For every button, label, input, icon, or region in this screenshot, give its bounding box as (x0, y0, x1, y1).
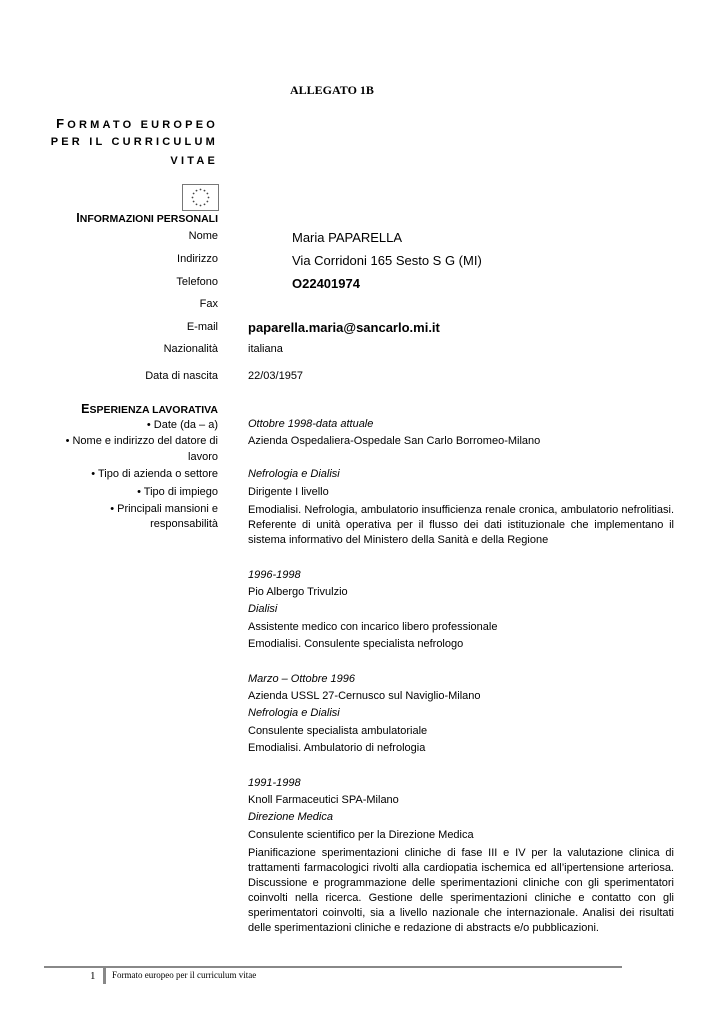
entry-3-employer: Azienda USSL 27-Cernusco sul Naviglio-Milano (248, 690, 481, 702)
section-work-experience: ESPERIENZA LAVORATIVA (81, 402, 218, 416)
entry-4-duties: Pianificazione sperimentazioni cliniche di fase III e IV per la valutazione clinica di trattamenti farmacologici rivolti alla cardiopatia ischemica ed all’ipertensione arteriosa. Discussione e programmazione delle sperimentazioni cliniche con gli sperimentatori coinvolti nella ricerca. Gestione delle sperimentazioni cliniche e contatto con gli sperimentatori coinvolti, sia a livello nazionale che internazionale. Analisi dei risultati delle sperimentazioni cliniche e redazione di abstracts e/o pubblicazioni. (248, 847, 674, 934)
entry-1-employer: Azienda Ospedaliera-Ospedale San Carlo Borromeo-Milano (248, 435, 541, 447)
entry-1-date: Ottobre 1998-data attuale (248, 418, 374, 430)
entry-4-position: Consulente scientifico per la Direzione Medica (248, 829, 474, 841)
label-indirizzo: Indirizzo (177, 253, 218, 265)
entry-1-sector: Nefrologia e Dialisi (248, 468, 340, 480)
label-data-nascita: Data di nascita (145, 370, 218, 382)
value-telefono: O22401974 (292, 276, 360, 291)
entry-3-sector: Nefrologia e Dialisi (248, 707, 340, 719)
entry-3-date: Marzo – Ottobre 1996 (248, 673, 356, 685)
label-date: • Date (da – a) (146, 419, 218, 431)
entry-1-position: Dirigente I livello (248, 486, 329, 498)
value-nome: Maria PAPARELLA (292, 230, 403, 245)
footer-divider (103, 968, 106, 984)
section-personal-info: INFORMAZIONI PERSONALI (76, 211, 218, 225)
footer-page-number: 1 (90, 970, 96, 982)
entry-4-employer: Knoll Farmaceutici SPA-Milano (248, 794, 399, 806)
entry-2-position: Assistente medico con incarico libero professionale (248, 621, 498, 633)
label-nazionalita: Nazionalità (163, 343, 218, 355)
cv-title-line-1: FORMATO EUROPEO (56, 116, 218, 131)
label-duties-line-2: responsabilità (150, 518, 218, 530)
label-email: E-mail (186, 321, 218, 333)
allegato-label: ALLEGATO 1B (290, 83, 374, 97)
cv-title-line-2: PER IL CURRICULUM (50, 136, 218, 148)
value-email: paparella.maria@sancarlo.mi.it (248, 320, 440, 335)
entry-2-date: 1996-1998 (248, 569, 301, 581)
entry-2-employer: Pio Albergo Trivulzio (248, 586, 348, 598)
label-employer-line-2: lavoro (188, 451, 218, 463)
eu-flag-icon (182, 184, 219, 211)
footer-rule (44, 966, 622, 968)
label-sector: • Tipo di azienda o settore (91, 468, 218, 480)
label-telefono: Telefono (176, 276, 218, 288)
cv-title-line-3: VITAE (170, 155, 218, 167)
entry-1-duties: Emodialisi. Nefrologia, ambulatorio insufficienza renale cronica, ambulatorio nefrolitiasi. Referente di unità operativa per il flusso dei dati istituzionale che implementano il sistema informativo del Ministero della Sanità e della Regione (248, 504, 674, 546)
footer-text: Formato europeo per il curriculum vitae (112, 970, 257, 980)
entry-4-date: 1991-1998 (248, 777, 301, 789)
entry-4-sector: Direzione Medica (248, 811, 333, 823)
entry-3-position: Consulente specialista ambulatoriale (248, 725, 428, 737)
entry-3-duties: Emodialisi. Ambulatorio di nefrologia (248, 742, 426, 754)
label-fax: Fax (199, 298, 218, 310)
label-nome: Nome (188, 230, 218, 242)
value-nazionalita: italiana (248, 343, 283, 355)
entry-2-sector: Dialisi (248, 603, 278, 615)
label-position: • Tipo di impiego (137, 486, 218, 498)
value-data-nascita: 22/03/1957 (248, 370, 304, 382)
label-employer-line-1: • Nome e indirizzo del datore di (65, 435, 218, 447)
value-indirizzo: Via Corridoni 165 Sesto S G (MI) (292, 253, 482, 268)
entry-2-duties: Emodialisi. Consulente specialista nefrologo (248, 638, 464, 650)
label-duties-line-1: • Principali mansioni e (110, 503, 218, 515)
